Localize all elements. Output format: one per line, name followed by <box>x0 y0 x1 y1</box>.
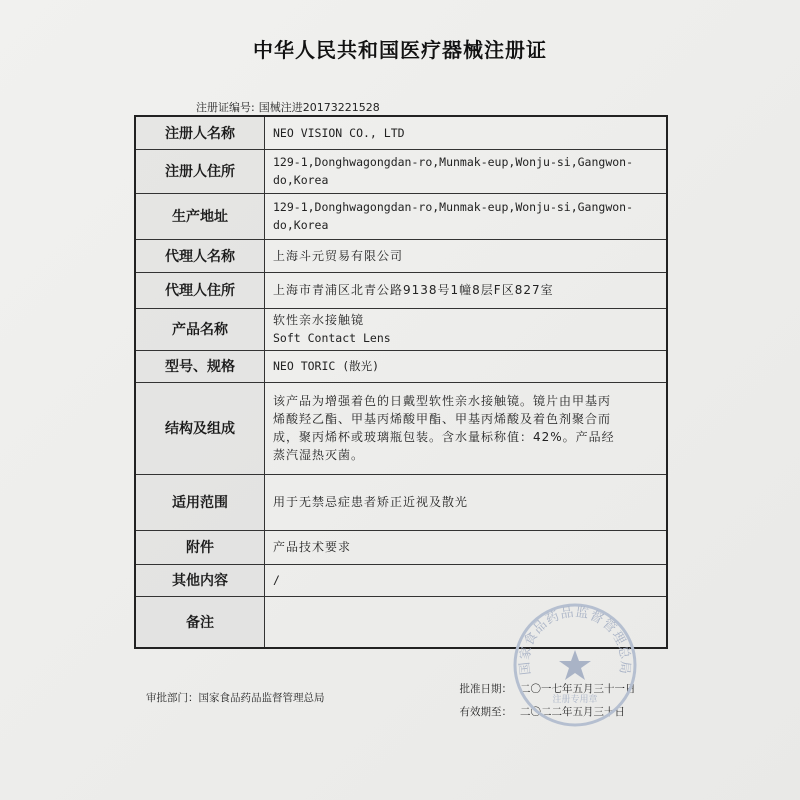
approving-authority <box>146 690 325 705</box>
label-attachment: 附件 <box>135 530 265 564</box>
registrant-address-line1: 129-1,Donghwagongdan-ro,Munmak-eup,Wonju-si,Gangwon- <box>273 155 634 169</box>
registration-number-value: 国械注进20173221528 <box>258 101 380 114</box>
label-remarks: 备注 <box>135 596 265 648</box>
value-model-spec: NEO TORIC (散光) <box>265 350 668 382</box>
production-address-line2: do,Korea <box>273 218 329 232</box>
value-attachment: 产品技术要求 <box>265 530 668 564</box>
seal-text: 国家食品药品监督管理总局 <box>517 605 633 676</box>
value-agent-address: 上海市青浦区北青公路9138号1幢8层F区827室 <box>265 272 668 308</box>
valid-until-label: 有效期至： <box>459 706 512 718</box>
structure-line1: 该产品为增强着色的日戴型软性亲水接触镜。镜片由甲基丙 <box>273 394 612 408</box>
row-other <box>135 564 667 596</box>
structure-line3: 成，聚丙烯杯或玻璃瓶包装。含水量标称值：42%。产品经 <box>273 430 615 444</box>
row-scope <box>135 474 667 530</box>
value-other: / <box>265 564 668 596</box>
label-registrant-address: 注册人住所 <box>135 149 265 193</box>
value-scope: 用于无禁忌症患者矫正近视及散光 <box>265 474 668 530</box>
value-agent-name: 上海斗元贸易有限公司 <box>265 239 668 272</box>
document-title: 中华人民共和国医疗器械注册证 <box>253 38 547 62</box>
value-product-name <box>265 308 668 350</box>
row-attachment <box>135 530 667 564</box>
label-agent-address: 代理人住所 <box>135 272 265 308</box>
value-production-address <box>265 193 668 239</box>
product-name-cn: 软性亲水接触镜 <box>273 313 365 327</box>
row-agent-address <box>135 272 667 308</box>
row-structure <box>135 382 667 474</box>
approval-date-value: 二〇一七年五月三十一日 <box>520 683 636 695</box>
row-model-spec <box>135 350 667 382</box>
approving-authority-label: 审批部门： <box>146 692 199 704</box>
label-scope: 适用范围 <box>135 474 265 530</box>
official-seal-icon <box>512 602 638 728</box>
label-model-spec: 型号、规格 <box>135 350 265 382</box>
product-name-en: Soft Contact Lens <box>273 331 391 345</box>
row-registrant-name <box>135 116 667 149</box>
registration-table <box>134 115 668 649</box>
registration-number-label: 注册证编号: <box>196 101 255 114</box>
label-registrant-name: 注册人名称 <box>135 116 265 149</box>
production-address-line1: 129-1,Donghwagongdan-ro,Munmak-eup,Wonju-si,Gangwon- <box>273 200 634 214</box>
label-product-name: 产品名称 <box>135 308 265 350</box>
approval-date-label: 批准日期： <box>459 683 512 695</box>
valid-until-value: 二〇二二年五月三十日 <box>520 706 625 718</box>
structure-line4: 蒸汽湿热灭菌。 <box>273 448 365 462</box>
row-registrant-address <box>135 149 667 193</box>
row-product-name <box>135 308 667 350</box>
label-structure: 结构及组成 <box>135 382 265 474</box>
structure-line2: 烯酸羟乙酯、甲基丙烯酸甲酯、甲基丙烯酸及着色剂聚合而 <box>273 412 612 426</box>
label-other: 其他内容 <box>135 564 265 596</box>
row-production-address <box>135 193 667 239</box>
label-agent-name: 代理人名称 <box>135 239 265 272</box>
registrant-address-line2: do,Korea <box>273 173 329 187</box>
registration-number <box>196 99 380 115</box>
seal-sub-text: 注册专用章 <box>552 695 598 705</box>
value-registrant-name: NEO VISION CO., LTD <box>265 116 668 149</box>
value-structure <box>265 382 668 474</box>
value-registrant-address <box>265 149 668 193</box>
approving-authority-value: 国家食品药品监督管理总局 <box>198 692 325 704</box>
row-agent-name <box>135 239 667 272</box>
label-production-address: 生产地址 <box>135 193 265 239</box>
